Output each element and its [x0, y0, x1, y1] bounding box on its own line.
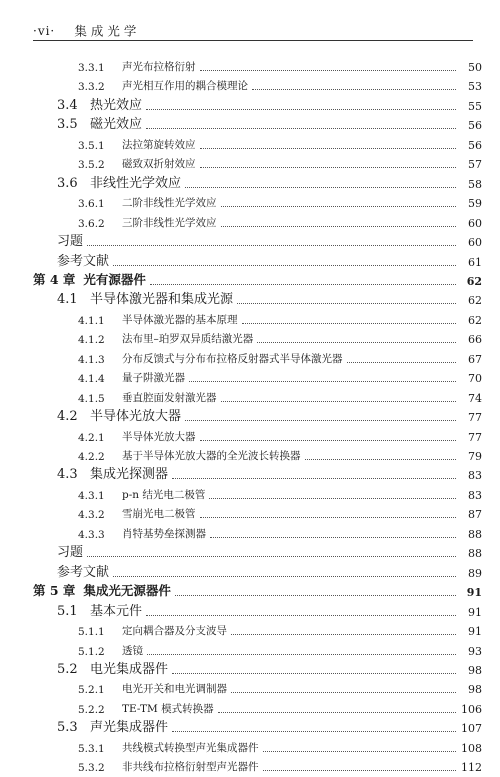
toc-entry	[0, 717, 500, 735]
toc-entry	[0, 270, 500, 288]
dot-leader	[185, 177, 456, 188]
toc-entry-number: 5.2	[57, 661, 78, 677]
dot-leader	[252, 79, 456, 90]
toc-entry	[0, 289, 500, 307]
toc-entry-page: 107	[461, 722, 482, 736]
dot-leader	[221, 391, 457, 402]
dot-leader	[150, 274, 456, 285]
toc-entry	[0, 173, 500, 191]
toc-entry	[0, 542, 500, 560]
toc-entry	[0, 756, 500, 774]
toc-entry-title: 光有源器件	[83, 271, 146, 287]
toc-entry	[0, 503, 500, 521]
toc-entry	[0, 640, 500, 658]
dot-leader	[305, 449, 457, 460]
toc-entry	[0, 484, 500, 502]
toc-entry-page: 93	[468, 644, 482, 658]
toc-entry-page: 61	[468, 255, 482, 269]
dot-leader	[189, 371, 456, 382]
toc-entry-page: 83	[468, 488, 482, 502]
toc-entry-title: 分布反馈式与分布布拉格反射器式半导体激光器	[122, 352, 343, 365]
toc-entry-number: 4.3.1	[78, 489, 105, 502]
toc-entry-number: 3.3.1	[78, 62, 105, 74]
toc-entry-title: 电光集成器件	[90, 661, 169, 677]
toc-entry	[0, 737, 500, 755]
running-header	[33, 20, 473, 41]
toc-entry-number: 5.1.2	[78, 645, 105, 658]
toc-entry-number: 5.1.1	[78, 626, 105, 639]
toc-entry-number: 4.2	[57, 409, 78, 425]
toc-entry-title: TE-TM 模式转换器	[122, 702, 214, 715]
toc-entry	[0, 601, 500, 619]
toc-entry-title: 共线模式转换型声光集成器件	[122, 741, 259, 754]
dot-leader	[113, 255, 456, 266]
toc-entry-title: 非线性光学效应	[90, 175, 182, 191]
toc-entry-title: 垂直腔面发射激光器	[122, 391, 217, 404]
header-page-number: ·vi·	[33, 23, 56, 38]
toc-entry-title: 习题	[57, 234, 84, 250]
dot-leader	[221, 216, 457, 227]
toc-entry-page: 58	[468, 177, 482, 191]
toc-entry-number: 3.3.2	[78, 81, 105, 94]
toc-entry-page: 67	[468, 352, 482, 366]
dot-leader	[237, 293, 456, 304]
dot-leader	[218, 702, 456, 713]
toc-entry	[0, 367, 500, 385]
toc-entry-page: 91	[468, 605, 482, 619]
toc-entry-title: 习题	[57, 545, 84, 561]
toc-entry-page: 62	[468, 294, 482, 308]
toc-entry-page: 60	[468, 236, 482, 250]
toc-entry-title: 量子阱激光器	[122, 372, 185, 385]
toc-entry	[0, 581, 500, 599]
toc-entry-page: 88	[468, 547, 482, 561]
dot-leader	[231, 682, 456, 693]
toc-entry-number: 3.6.2	[78, 217, 105, 230]
toc-entry-number: 3.4	[57, 97, 78, 113]
toc-entry-number: 第 4 章	[33, 271, 76, 287]
toc-entry-page: 89	[468, 566, 482, 580]
toc-entry	[0, 192, 500, 210]
toc-entry-page: 62	[466, 274, 482, 288]
toc-entry-number: 4.1	[57, 292, 78, 308]
toc-entry-number: 4.1.1	[78, 314, 105, 327]
toc-entry-page: 70	[468, 372, 482, 386]
header-book-title: 集成光学	[74, 23, 141, 39]
toc-entry-number: 5.3.2	[78, 762, 105, 775]
toc-entry-number: 5.2.2	[78, 703, 105, 716]
toc-entry-number: 4.2.2	[78, 451, 105, 463]
dot-leader	[221, 196, 457, 207]
toc-entry	[0, 348, 500, 366]
toc-entry	[0, 134, 500, 152]
dot-leader	[200, 138, 457, 149]
toc-entry-page: 77	[468, 411, 482, 425]
toc-entry-page: 60	[468, 216, 482, 230]
dot-leader	[263, 760, 457, 771]
toc-entry-title: 定向耦合器及分支波导	[122, 625, 227, 638]
toc-entry-page: 112	[461, 761, 482, 775]
toc-entry	[0, 620, 500, 638]
toc-entry-page: 79	[468, 450, 482, 463]
toc-entry-title: 基于半导体光放大器的全光波长转换器	[122, 450, 301, 462]
dot-leader	[87, 235, 456, 246]
toc-entry-number: 5.3.1	[78, 742, 105, 755]
toc-entry	[0, 698, 500, 716]
toc-entry-title: 声光布拉格衍射	[122, 61, 196, 73]
dot-leader	[257, 332, 456, 343]
dot-leader	[185, 410, 456, 421]
toc-entry-title: 透镜	[122, 644, 143, 657]
dot-leader	[172, 663, 456, 674]
dot-leader	[146, 99, 456, 110]
toc-entry	[0, 523, 500, 541]
toc-entry	[0, 445, 500, 463]
toc-entry-title: 法拉第旋转效应	[122, 138, 196, 151]
toc-entry-title: 二阶非线性光学效应	[122, 197, 217, 210]
toc-entry	[0, 75, 500, 93]
toc-entry-page: 87	[468, 508, 482, 522]
toc-entry-page: 88	[468, 527, 482, 541]
toc-entry	[0, 251, 500, 269]
dot-leader	[147, 644, 456, 655]
toc-entry-title: 半导体光放大器	[122, 430, 196, 443]
toc-entry	[0, 464, 500, 482]
toc-entry-title: 参考文献	[57, 253, 110, 269]
toc-entry-title: 法布里–珀罗双异质结激光器	[122, 333, 254, 346]
toc-entry-number: 3.6	[57, 175, 78, 191]
toc-entry	[0, 231, 500, 249]
toc-entry-page: 98	[468, 683, 482, 697]
dot-leader	[231, 624, 456, 635]
toc-entry-page: 62	[468, 313, 482, 327]
toc-entry-page: 74	[468, 391, 482, 405]
toc-entry-page: 98	[468, 663, 482, 677]
toc-entry	[0, 56, 500, 74]
toc-entry-page: 55	[468, 99, 482, 113]
dot-leader	[146, 118, 456, 129]
toc-entry	[0, 309, 500, 327]
toc-entry-page: 53	[468, 80, 482, 94]
toc-entry-title: 热光效应	[90, 97, 143, 113]
toc-entry-number: 4.2.1	[78, 431, 105, 444]
toc-entry-page: 91	[468, 625, 482, 639]
toc-entry-number: 4.1.4	[78, 373, 105, 386]
toc-entry-page: 57	[468, 158, 482, 172]
toc-entry-page: 77	[468, 430, 482, 444]
dot-leader	[113, 566, 456, 577]
toc-entry-number: 4.1.5	[78, 392, 105, 405]
toc-entry	[0, 659, 500, 677]
toc-entry-number: 5.2.1	[78, 684, 105, 697]
toc-entry	[0, 406, 500, 424]
dot-leader	[210, 527, 456, 538]
toc-entry-page: 83	[468, 469, 482, 483]
toc-entry-title: 磁致双折射效应	[122, 158, 196, 171]
toc-entry-title: 集成光探测器	[90, 467, 169, 483]
toc-entry-title: 参考文献	[57, 564, 110, 580]
toc-entry-title: 基本元件	[90, 603, 143, 619]
toc-entry-title: 非共线布拉格衍射型声光器件	[122, 761, 259, 774]
toc-entry-number: 4.3.2	[78, 509, 105, 522]
dot-leader	[263, 741, 457, 752]
toc-entry-number: 5.1	[57, 603, 78, 619]
dot-leader	[172, 468, 456, 479]
toc-entry-title: 电光开关和电光调制器	[122, 683, 227, 696]
toc-entry-number: 5.3	[57, 720, 78, 736]
toc-entry-title: 肖特基势垒探测器	[122, 527, 206, 540]
toc-entry-number: 3.6.1	[78, 198, 105, 211]
toc-entry	[0, 562, 500, 580]
toc-entry-title: 声光相互作用的耦合模理论	[122, 80, 248, 93]
toc-entry-number: 第 5 章	[33, 583, 76, 599]
dot-leader	[146, 605, 456, 616]
toc-entry-title: 雪崩光电二极管	[122, 508, 196, 521]
toc-entry	[0, 426, 500, 444]
toc-entry	[0, 114, 500, 132]
toc-entry-page: 56	[468, 138, 482, 152]
toc-entry-title: p-n 结光电二极管	[122, 488, 206, 501]
toc-entry-page: 91	[466, 586, 482, 600]
toc-entry-title: 磁光效应	[90, 117, 143, 133]
toc-entry	[0, 95, 500, 113]
toc-entry	[0, 387, 500, 405]
dot-leader	[200, 507, 457, 518]
toc-entry-number: 4.1.2	[78, 334, 105, 347]
dot-leader	[200, 430, 457, 441]
dot-leader	[200, 157, 457, 168]
dot-leader	[200, 60, 457, 71]
dot-leader	[175, 585, 456, 596]
toc-entry-number: 3.5.1	[78, 139, 105, 152]
dot-leader	[347, 352, 457, 363]
toc-entry-number: 3.5	[57, 117, 78, 133]
toc-entry-title: 半导体激光器和集成光源	[90, 292, 234, 308]
toc-entry-number: 4.3	[57, 467, 78, 483]
dot-leader	[209, 488, 456, 499]
toc-entry-page: 56	[468, 119, 482, 133]
toc-entry-page: 106	[461, 702, 482, 716]
toc-entry-number: 4.3.3	[78, 528, 105, 541]
toc-entry-title: 三阶非线性光学效应	[122, 216, 217, 229]
toc-entry	[0, 328, 500, 346]
toc-entry-title: 半导体激光器的基本原理	[122, 313, 238, 326]
toc-entry-title: 集成光无源器件	[83, 583, 171, 599]
dot-leader	[242, 313, 457, 324]
toc-entry	[0, 678, 500, 696]
toc-entry-title: 声光集成器件	[90, 720, 169, 736]
dot-leader	[87, 546, 456, 557]
dot-leader	[172, 721, 456, 732]
toc-entry-page: 50	[468, 61, 482, 74]
toc-entry	[0, 153, 500, 171]
toc-entry-title: 半导体光放大器	[90, 409, 182, 425]
toc-entry-page: 66	[468, 333, 482, 347]
toc-entry	[0, 212, 500, 230]
toc-entry-number: 4.1.3	[78, 353, 105, 366]
toc-entry-page: 59	[468, 197, 482, 211]
toc-entry-page: 108	[461, 741, 482, 755]
toc-entry-number: 3.5.2	[78, 159, 105, 172]
